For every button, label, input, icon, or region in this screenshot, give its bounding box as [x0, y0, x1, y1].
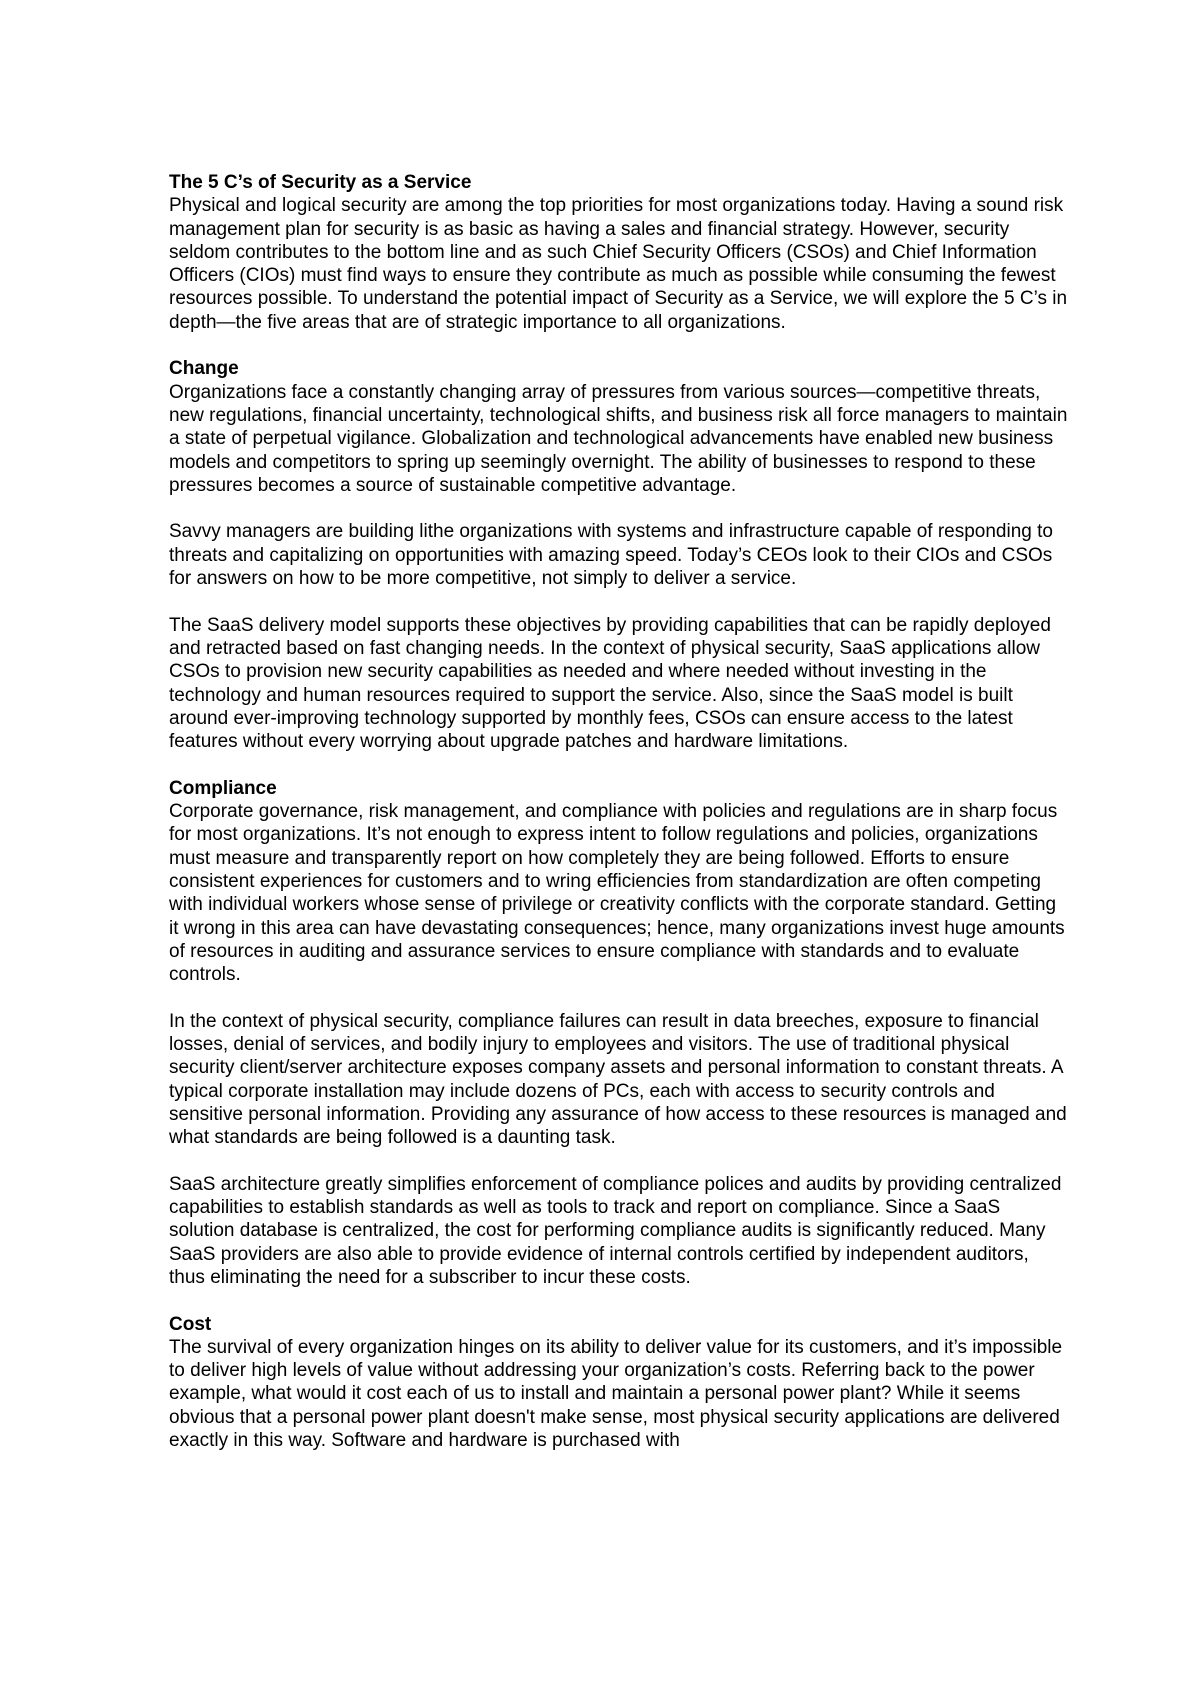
intro-paragraph: Physical and logical security are among the top priorities for most organizations today. Having a sound risk management plan for security is as basic as having a sales and financial strategy. However, security seldom contributes to the bottom line and as such Chief Security Officers (CSOs) and Chief Information Officers (CIOs) must find ways to ensure they contribute as much as possible while consuming the fewest resources possible. To understand the potential impact of Security as a Service, we will explore the 5 C’s in depth—the five areas that are of strategic importance to all organizations.: [169, 195, 1068, 333]
paragraph: Savvy managers are building lithe organizations with systems and infrastructure capable of responding to threats and capitalizing on opportunities with amazing speed. Today’s CEOs look to their CIOs and CSOs for answers on how to be more competitive, not simply to deliver a service.: [169, 521, 1053, 590]
document-page: [169, 171, 1069, 1452]
paragraph: The survival of every organization hinges on its ability to deliver value for its customers, and it’s impossible to deliver high levels of value without addressing your organization’s costs. Referring back to the power example, what would it cost each of us to install and maintain a personal power plant? While it seems obvious that a personal power plant doesn't make sense, most physical security applications are delivered exactly in this way. Software and hardware is purchased with: [169, 1336, 1063, 1452]
section-heading: Change: [169, 358, 239, 380]
paragraph: In the context of physical security, compliance failures can result in data breeches, exposure to financial losses, denial of services, and bodily injury to employees and visitors. The use of traditional physical security client/server architecture exposes company assets and personal information to constant threats. A typical corporate installation may include dozens of PCs, each with access to security controls and sensitive personal information. Providing any assurance of how access to these resources is managed and what standards are being followed is a daunting task.: [169, 1010, 1067, 1149]
paragraph: Organizations face a constantly changing array of pressures from various sources—competitive threats, new regulations, financial uncertainty, technological shifts, and business risk all force managers to maintain a state of perpetual vigilance. Globalization and technological advancements have enabled new business models and competitors to spring up seemingly overnight. The ability of businesses to respond to these pressures becomes a source of sustainable competitive advantage.: [169, 381, 1068, 496]
intro-section: [169, 171, 1069, 334]
paragraph: SaaS architecture greatly simplifies enforcement of compliance polices and audits by providing centralized capabilities to establish standards as well as tools to track and report on compliance. Since a SaaS solution database is centralized, the cost for performing compliance audits is significantly reduced. Many SaaS providers are also able to provide evidence of internal controls certified by independent auditors, thus eliminating the need for a subscriber to incur these costs.: [169, 1173, 1062, 1288]
section-compliance: [169, 777, 1069, 1290]
document-title: The 5 C’s of Security as a Service: [169, 172, 472, 193]
section-heading: Compliance: [169, 777, 277, 799]
section-heading: Cost: [169, 1313, 212, 1335]
section-cost: [169, 1313, 1069, 1453]
section-change: [169, 357, 1069, 753]
paragraph: The SaaS delivery model supports these objectives by providing capabilities that can be rapidly deployed and retracted based on fast changing needs. In the context of physical security, SaaS applications allow CSOs to provision new security capabilities as needed and where needed without investing in the technology and human resources required to support the service. Also, since the SaaS model is built around ever-improving technology supported by monthly fees, CSOs can ensure access to the latest features without every worrying about upgrade patches and hardware limitations.: [169, 614, 1051, 753]
paragraph: Corporate governance, risk management, and compliance with policies and regulations are in sharp focus for most organizations. It’s not enough to express intent to follow regulations and policies, organizations must measure and transparently report on how completely they are being followed. Efforts to ensure consistent experiences for customers and to wring efficiencies from standardization are often competing with individual workers whose sense of privilege or creativity conflicts with the corporate standard. Getting it wrong in this area can have devastating consequences; hence, many organizations invest huge amounts of resources in auditing and assurance services to ensure compliance with standards and to evaluate controls.: [169, 801, 1065, 986]
